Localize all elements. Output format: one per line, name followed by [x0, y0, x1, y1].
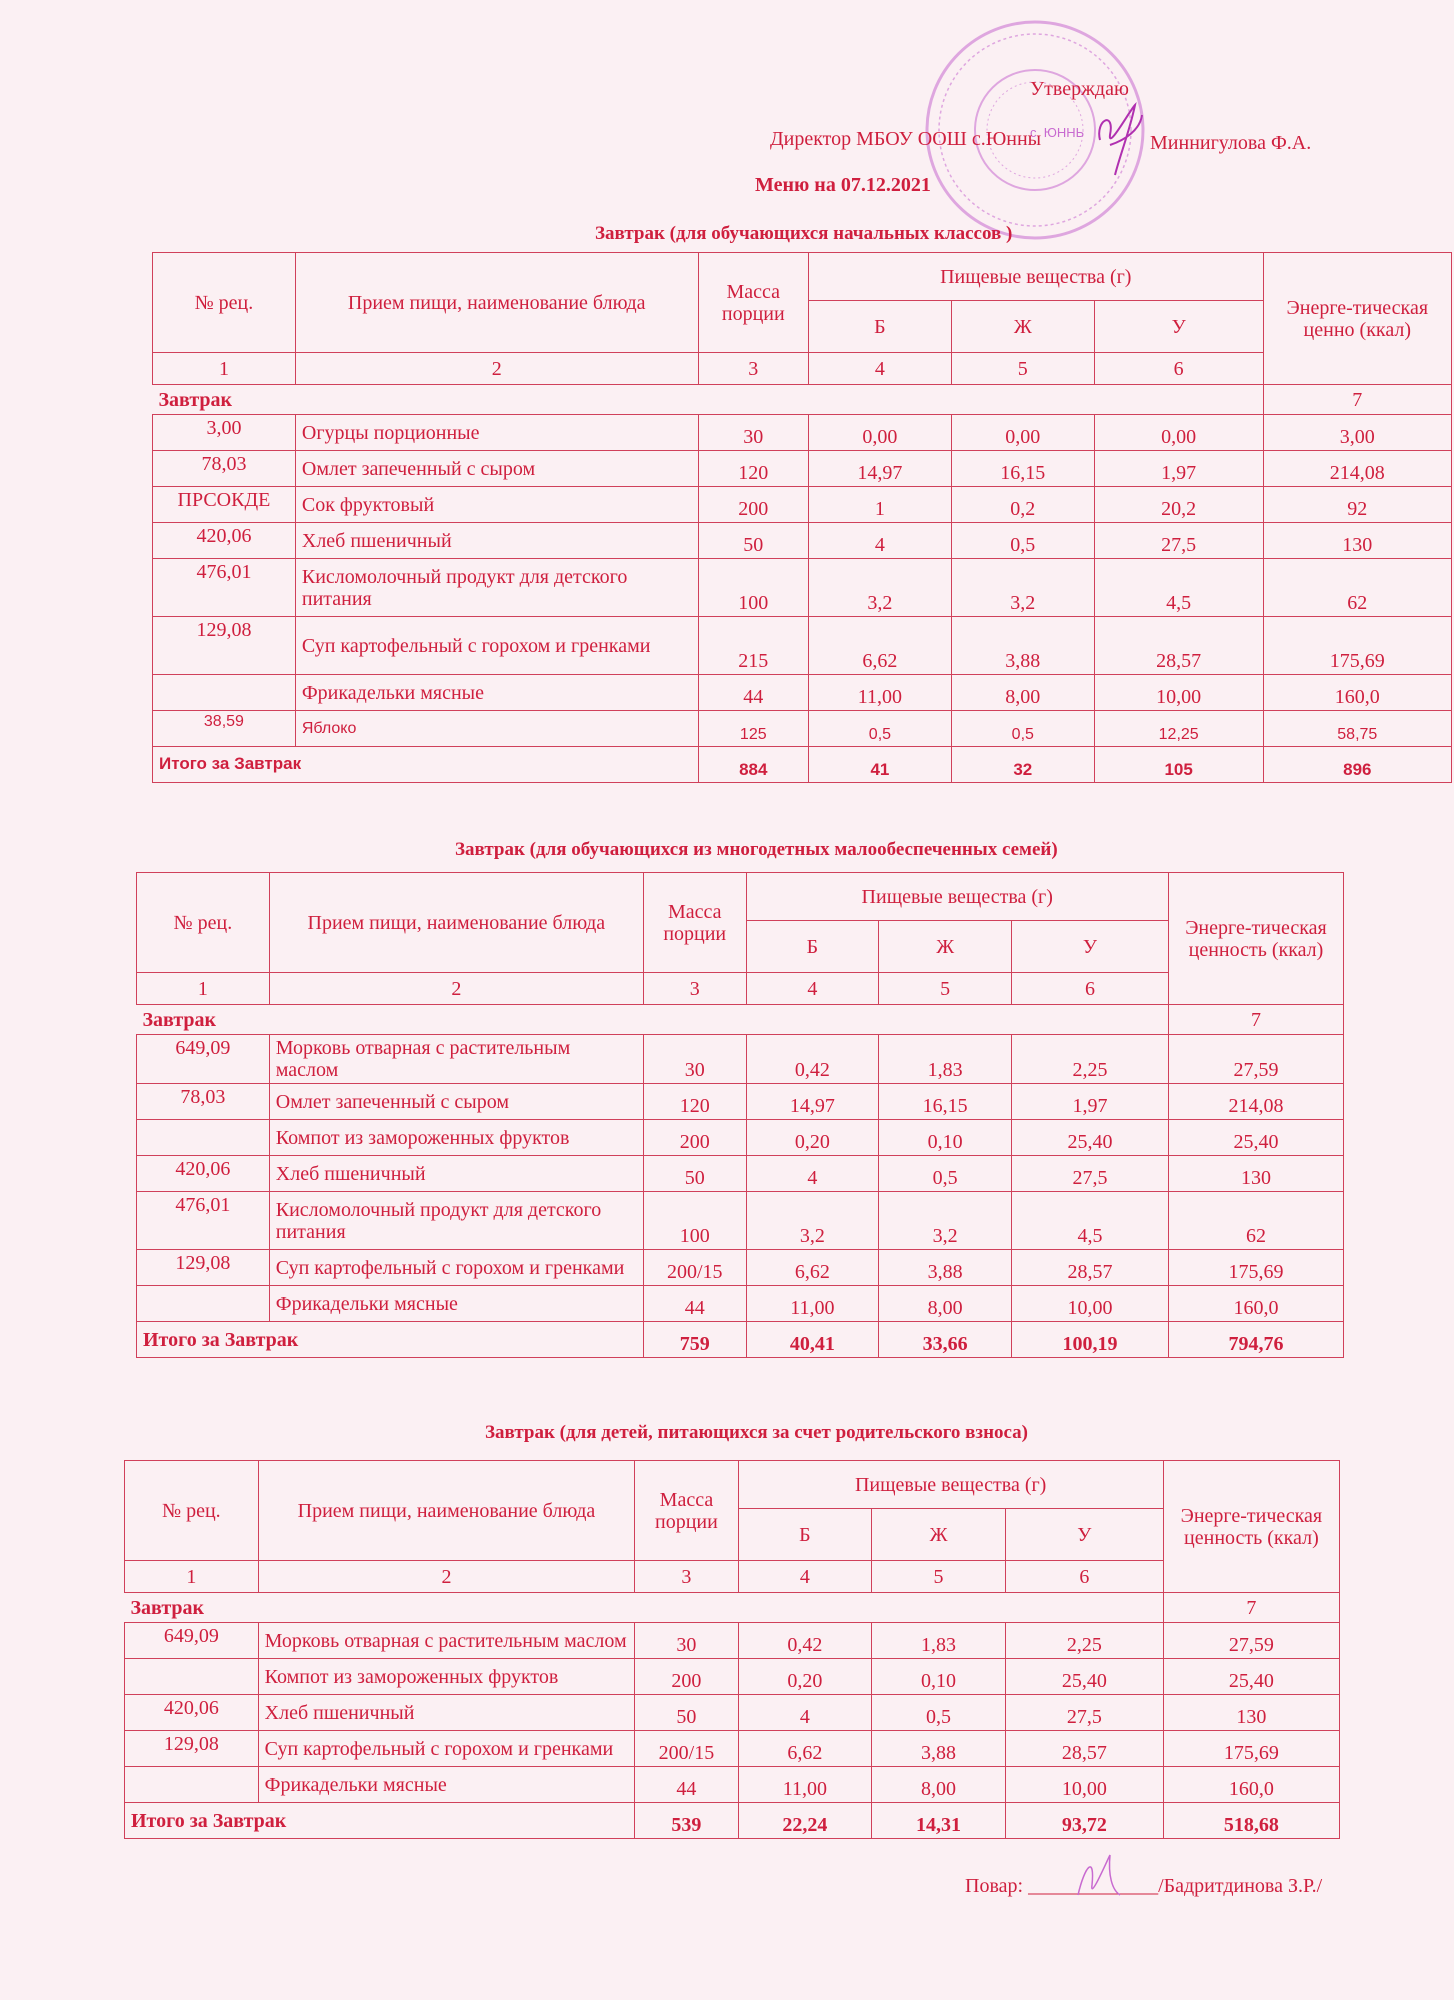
header-row — [125, 1461, 1340, 1509]
fats: 1,83 — [879, 1035, 1012, 1084]
col-header-proteins: Б — [746, 921, 879, 973]
dish-name: Морковь отварная с растительным маслом — [258, 1623, 635, 1659]
carbs: 0,00 — [1094, 415, 1263, 451]
menu-table-large-families — [136, 872, 1344, 1358]
energy: 25,40 — [1168, 1120, 1343, 1156]
dish-name: Омлет запеченный с сыром — [269, 1084, 643, 1120]
column-number: 3 — [698, 353, 808, 385]
column-number: 4 — [738, 1561, 872, 1593]
carbs: 28,57 — [1094, 617, 1263, 675]
director-title: Директор МБОУ ООШ с.Юнны — [770, 128, 1042, 150]
column-number: 2 — [269, 973, 643, 1005]
proteins: 11,00 — [746, 1286, 879, 1322]
proteins: 6,62 — [746, 1250, 879, 1286]
fats: 3,88 — [879, 1250, 1012, 1286]
energy: 214,08 — [1168, 1084, 1343, 1120]
total-energy: 794,76 — [1168, 1322, 1343, 1358]
fats: 1,83 — [872, 1623, 1006, 1659]
menu-title: Меню на 07.12.2021 — [755, 174, 931, 196]
energy: 175,69 — [1263, 617, 1451, 675]
energy: 62 — [1168, 1192, 1343, 1250]
carbs: 27,5 — [1094, 523, 1263, 559]
dish-name: Морковь отварная с растительным маслом — [269, 1035, 643, 1084]
approve-label: Утверждаю — [1030, 78, 1129, 100]
recipe-no: 3,00 — [153, 415, 296, 451]
column-number: 7 — [1168, 1005, 1343, 1035]
dish-name: Суп картофельный с горохом и гренками — [295, 617, 698, 675]
recipe-no — [153, 675, 296, 711]
portion-mass: 50 — [698, 523, 808, 559]
fats: 3,2 — [879, 1192, 1012, 1250]
dish-name: Хлеб пшеничный — [258, 1695, 635, 1731]
section-label: Завтрак — [125, 1593, 1164, 1623]
col-header-portion-mass: Масса порции — [698, 253, 808, 353]
column-number: 3 — [643, 973, 746, 1005]
carbs: 10,00 — [1012, 1286, 1169, 1322]
recipe-no: 38,59 — [153, 711, 296, 747]
col-header-nutrients: Пищевые вещества (г) — [808, 253, 1263, 301]
recipe-no: 476,01 — [153, 559, 296, 617]
fats: 0,10 — [879, 1120, 1012, 1156]
dish-row — [137, 1192, 1344, 1250]
col-header-energy: Энерге-тическая ценность (ккал) — [1163, 1461, 1339, 1593]
dish-name: Кисломолочный продукт для детского питания — [269, 1192, 643, 1250]
recipe-no: 78,03 — [137, 1084, 270, 1120]
recipe-no: ПРСОКДЕ — [153, 487, 296, 523]
total-row — [153, 747, 1452, 783]
carbs: 10,00 — [1094, 675, 1263, 711]
col-header-recipe-no: № рец. — [137, 873, 270, 973]
energy: 175,69 — [1163, 1731, 1339, 1767]
dish-row — [153, 523, 1452, 559]
recipe-no — [137, 1286, 270, 1322]
col-header-carbs: У — [1012, 921, 1169, 973]
total-carbs: 93,72 — [1005, 1803, 1163, 1839]
col-header-carbs: У — [1094, 301, 1263, 353]
portion-mass: 120 — [698, 451, 808, 487]
dish-row — [153, 711, 1452, 747]
fats: 8,00 — [951, 675, 1094, 711]
col-header-fats: Ж — [879, 921, 1012, 973]
total-mass: 539 — [635, 1803, 738, 1839]
carbs: 25,40 — [1012, 1120, 1169, 1156]
col-header-dish-name: Прием пищи, наименование блюда — [295, 253, 698, 353]
column-number: 4 — [808, 353, 951, 385]
director-name: Миннигулова Ф.А. — [1150, 132, 1312, 154]
column-number: 6 — [1005, 1561, 1163, 1593]
section-label: Завтрак — [153, 385, 1264, 415]
fats: 3,88 — [872, 1731, 1006, 1767]
recipe-no: 78,03 — [153, 451, 296, 487]
header-row — [153, 253, 1452, 301]
energy: 175,69 — [1168, 1250, 1343, 1286]
total-fats: 32 — [951, 747, 1094, 783]
menu-table-primary — [152, 252, 1452, 783]
total-mass: 759 — [643, 1322, 746, 1358]
total-label: Итого за Завтрак — [125, 1803, 635, 1839]
recipe-no: 129,08 — [137, 1250, 270, 1286]
col-header-nutrients: Пищевые вещества (г) — [738, 1461, 1163, 1509]
proteins: 6,62 — [738, 1731, 872, 1767]
col-header-dish-name: Прием пищи, наименование блюда — [258, 1461, 635, 1561]
proteins: 4 — [746, 1156, 879, 1192]
proteins: 11,00 — [808, 675, 951, 711]
dish-row — [153, 675, 1452, 711]
total-fats: 33,66 — [879, 1322, 1012, 1358]
portion-mass: 215 — [698, 617, 808, 675]
energy: 27,59 — [1163, 1623, 1339, 1659]
proteins: 4 — [738, 1695, 872, 1731]
proteins: 0,42 — [746, 1035, 879, 1084]
col-header-nutrients: Пищевые вещества (г) — [746, 873, 1168, 921]
dish-name: Фрикадельки мясные — [295, 675, 698, 711]
cook-signature-line — [965, 1875, 1322, 1898]
carbs: 1,97 — [1094, 451, 1263, 487]
section-row — [137, 1005, 1344, 1035]
energy: 160,0 — [1263, 675, 1451, 711]
dish-name: Компот из замороженных фруктов — [258, 1659, 635, 1695]
carbs: 27,5 — [1005, 1695, 1163, 1731]
total-label: Итого за Завтрак — [153, 747, 699, 783]
section-row — [125, 1593, 1340, 1623]
energy: 160,0 — [1163, 1767, 1339, 1803]
column-number: 2 — [295, 353, 698, 385]
dish-name: Яблоко — [295, 711, 698, 747]
portion-mass: 100 — [643, 1192, 746, 1250]
energy: 62 — [1263, 559, 1451, 617]
col-header-carbs: У — [1005, 1509, 1163, 1561]
portion-mass: 44 — [698, 675, 808, 711]
total-proteins: 40,41 — [746, 1322, 879, 1358]
dish-row — [153, 559, 1452, 617]
portion-mass: 200 — [698, 487, 808, 523]
total-mass: 884 — [698, 747, 808, 783]
total-row — [125, 1803, 1340, 1839]
recipe-no: 129,08 — [125, 1731, 259, 1767]
carbs: 2,25 — [1012, 1035, 1169, 1084]
dish-row — [125, 1695, 1340, 1731]
column-number: 5 — [872, 1561, 1006, 1593]
dish-name: Хлеб пшеничный — [269, 1156, 643, 1192]
cook-signature — [1070, 1845, 1130, 1905]
energy: 25,40 — [1163, 1659, 1339, 1695]
column-number: 7 — [1163, 1593, 1339, 1623]
recipe-no: 129,08 — [153, 617, 296, 675]
col-header-recipe-no: № рец. — [125, 1461, 259, 1561]
dish-name: Омлет запеченный с сыром — [295, 451, 698, 487]
proteins: 1 — [808, 487, 951, 523]
dish-row — [153, 487, 1452, 523]
dish-row — [153, 617, 1452, 675]
energy: 214,08 — [1263, 451, 1451, 487]
total-row — [137, 1322, 1344, 1358]
carbs: 27,5 — [1012, 1156, 1169, 1192]
fats: 16,15 — [879, 1084, 1012, 1120]
recipe-no — [137, 1120, 270, 1156]
dish-row — [125, 1623, 1340, 1659]
proteins: 14,97 — [746, 1084, 879, 1120]
carbs: 25,40 — [1005, 1659, 1163, 1695]
portion-mass: 44 — [635, 1767, 738, 1803]
col-header-energy: Энерге-тическая ценно (ккал) — [1263, 253, 1451, 385]
column-number: 1 — [153, 353, 296, 385]
column-number-row — [125, 1561, 1340, 1593]
fats: 3,88 — [951, 617, 1094, 675]
carbs: 4,5 — [1012, 1192, 1169, 1250]
energy: 130 — [1163, 1695, 1339, 1731]
energy: 130 — [1263, 523, 1451, 559]
dish-name: Сок фруктовый — [295, 487, 698, 523]
cook-name: /Бадритдинова З.Р./ — [1158, 1875, 1323, 1897]
proteins: 3,2 — [746, 1192, 879, 1250]
cook-line: _____________ — [1028, 1875, 1159, 1897]
section-label: Завтрак — [137, 1005, 1169, 1035]
dish-row — [137, 1084, 1344, 1120]
fats: 8,00 — [872, 1767, 1006, 1803]
table-3-title: Завтрак (для детей, питающихся за счет родительского взноса) — [485, 1422, 1029, 1443]
fats: 0,2 — [951, 487, 1094, 523]
total-energy: 518,68 — [1163, 1803, 1339, 1839]
carbs: 28,57 — [1012, 1250, 1169, 1286]
col-header-dish-name: Прием пищи, наименование блюда — [269, 873, 643, 973]
column-number: 1 — [137, 973, 270, 1005]
col-header-proteins: Б — [738, 1509, 872, 1561]
header-row — [137, 873, 1344, 921]
proteins: 6,62 — [808, 617, 951, 675]
col-header-proteins: Б — [808, 301, 951, 353]
portion-mass: 200/15 — [635, 1731, 738, 1767]
energy: 58,75 — [1263, 711, 1451, 747]
fats: 3,2 — [951, 559, 1094, 617]
recipe-no: 649,09 — [125, 1623, 259, 1659]
carbs: 28,57 — [1005, 1731, 1163, 1767]
portion-mass: 30 — [698, 415, 808, 451]
director-signature — [1090, 100, 1150, 180]
col-header-portion-mass: Масса порции — [643, 873, 746, 973]
proteins: 3,2 — [808, 559, 951, 617]
dish-row — [137, 1120, 1344, 1156]
section-row — [153, 385, 1452, 415]
carbs: 4,5 — [1094, 559, 1263, 617]
recipe-no: 476,01 — [137, 1192, 270, 1250]
recipe-no: 420,06 — [137, 1156, 270, 1192]
energy: 3,00 — [1263, 415, 1451, 451]
dish-name: Суп картофельный с горохом и гренками — [269, 1250, 643, 1286]
column-number: 5 — [879, 973, 1012, 1005]
dish-name: Компот из замороженных фруктов — [269, 1120, 643, 1156]
menu-table-parent-paid — [124, 1460, 1340, 1839]
portion-mass: 200/15 — [643, 1250, 746, 1286]
portion-mass: 120 — [643, 1084, 746, 1120]
carbs: 12,25 — [1094, 711, 1263, 747]
dish-name: Фрикадельки мясные — [269, 1286, 643, 1322]
energy: 160,0 — [1168, 1286, 1343, 1322]
column-number: 1 — [125, 1561, 259, 1593]
proteins: 11,00 — [738, 1767, 872, 1803]
proteins: 14,97 — [808, 451, 951, 487]
carbs: 1,97 — [1012, 1084, 1169, 1120]
column-number: 3 — [635, 1561, 738, 1593]
dish-row — [153, 415, 1452, 451]
total-energy: 896 — [1263, 747, 1451, 783]
proteins: 0,5 — [808, 711, 951, 747]
fats: 0,10 — [872, 1659, 1006, 1695]
col-header-fats: Ж — [951, 301, 1094, 353]
fats: 16,15 — [951, 451, 1094, 487]
portion-mass: 200 — [635, 1659, 738, 1695]
dish-row — [125, 1767, 1340, 1803]
column-number-row — [137, 973, 1344, 1005]
proteins: 0,20 — [738, 1659, 872, 1695]
dish-row — [137, 1035, 1344, 1084]
fats: 8,00 — [879, 1286, 1012, 1322]
column-number: 5 — [951, 353, 1094, 385]
portion-mass: 44 — [643, 1286, 746, 1322]
fats: 0,00 — [951, 415, 1094, 451]
column-number: 2 — [258, 1561, 635, 1593]
table-2-title: Завтрак (для обучающихся из многодетных малообеспеченных семей) — [455, 839, 1058, 860]
dish-name: Суп картофельный с горохом и гренками — [258, 1731, 635, 1767]
column-number-row — [153, 353, 1452, 385]
portion-mass: 125 — [698, 711, 808, 747]
dish-row — [137, 1156, 1344, 1192]
fats: 0,5 — [951, 523, 1094, 559]
carbs: 2,25 — [1005, 1623, 1163, 1659]
recipe-no — [125, 1767, 259, 1803]
recipe-no: 420,06 — [125, 1695, 259, 1731]
column-number: 7 — [1263, 385, 1451, 415]
dish-name: Кисломолочный продукт для детского питания — [295, 559, 698, 617]
recipe-no — [125, 1659, 259, 1695]
table-1-title: Завтрак (для обучающихся начальных классов ) — [595, 223, 1013, 244]
portion-mass: 30 — [635, 1623, 738, 1659]
fats: 0,5 — [879, 1156, 1012, 1192]
dish-row — [153, 451, 1452, 487]
portion-mass: 100 — [698, 559, 808, 617]
total-carbs: 105 — [1094, 747, 1263, 783]
total-fats: 14,31 — [872, 1803, 1006, 1839]
dish-row — [137, 1286, 1344, 1322]
portion-mass: 50 — [635, 1695, 738, 1731]
dish-row — [137, 1250, 1344, 1286]
dish-row — [125, 1659, 1340, 1695]
proteins: 0,42 — [738, 1623, 872, 1659]
portion-mass: 30 — [643, 1035, 746, 1084]
energy: 27,59 — [1168, 1035, 1343, 1084]
total-label: Итого за Завтрак — [137, 1322, 644, 1358]
portion-mass: 200 — [643, 1120, 746, 1156]
total-proteins: 41 — [808, 747, 951, 783]
fats: 0,5 — [872, 1695, 1006, 1731]
proteins: 0,20 — [746, 1120, 879, 1156]
energy: 130 — [1168, 1156, 1343, 1192]
dish-name: Фрикадельки мясные — [258, 1767, 635, 1803]
dish-name: Хлеб пшеничный — [295, 523, 698, 559]
col-header-recipe-no: № рец. — [153, 253, 296, 353]
recipe-no: 420,06 — [153, 523, 296, 559]
proteins: 0,00 — [808, 415, 951, 451]
stamp-text: с. ЮННЬ — [1030, 125, 1085, 140]
portion-mass: 50 — [643, 1156, 746, 1192]
total-proteins: 22,24 — [738, 1803, 872, 1839]
col-header-energy: Энерге-тическая ценность (ккал) — [1168, 873, 1343, 1005]
carbs: 10,00 — [1005, 1767, 1163, 1803]
dish-name: Огурцы порционные — [295, 415, 698, 451]
dish-row — [125, 1731, 1340, 1767]
fats: 0,5 — [951, 711, 1094, 747]
cook-label: Повар: — [965, 1875, 1024, 1897]
column-number: 6 — [1012, 973, 1169, 1005]
col-header-fats: Ж — [872, 1509, 1006, 1561]
column-number: 6 — [1094, 353, 1263, 385]
proteins: 4 — [808, 523, 951, 559]
energy: 92 — [1263, 487, 1451, 523]
recipe-no: 649,09 — [137, 1035, 270, 1084]
carbs: 20,2 — [1094, 487, 1263, 523]
column-number: 4 — [746, 973, 879, 1005]
col-header-portion-mass: Масса порции — [635, 1461, 738, 1561]
total-carbs: 100,19 — [1012, 1322, 1169, 1358]
